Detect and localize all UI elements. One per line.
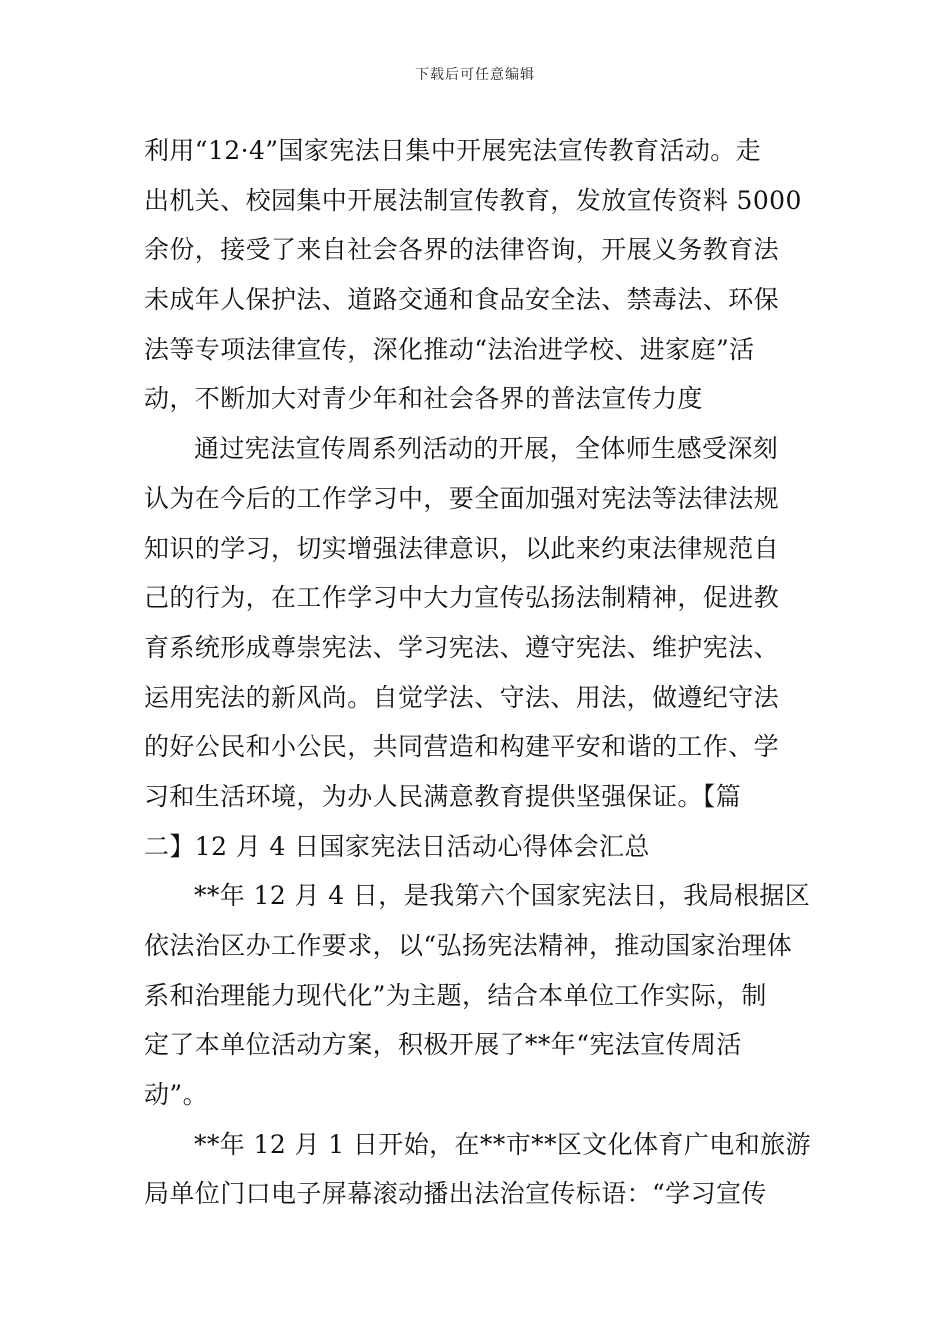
text-line: 己的行为，在工作学习中大力宣传弘扬法制精神，促进教 xyxy=(144,583,780,613)
text-line: 余份，接受了来自社会各界的法律咨询，开展义务教育法 xyxy=(144,235,780,265)
text-line: 法等专项法律宣传，深化推动“法治进学校、进家庭”活 xyxy=(144,334,755,364)
section-heading-line: 二】12 月 4 日国家宪法日活动心得体会汇总 xyxy=(144,831,650,861)
text-line: 的好公民和小公民，共同营造和构建平安和谐的工作、学 xyxy=(144,732,780,762)
text-line: 利用“12·4”国家宪法日集中开展宪法宣传教育活动。走 xyxy=(144,136,762,165)
text-line: 系和治理能力现代化”为主题，结合本单位工作实际，制 xyxy=(144,980,767,1010)
paragraph-1 xyxy=(144,126,808,424)
text-line: 定了本单位活动方案，积极开展了**年“宪法宣传周活 xyxy=(144,1030,742,1060)
text-line: 知识的学习，切实增强法律意识，以此来约束法律规范自 xyxy=(144,533,780,563)
document-body xyxy=(144,126,811,1219)
text-line: 动”。 xyxy=(144,1080,208,1110)
text-line: 习和生活环境，为办人民满意教育提供坚强保证。【篇 xyxy=(144,781,742,811)
text-line: **年 12 月 1 日开始，在**市**区文化体育广电和旅游 xyxy=(194,1129,811,1159)
text-line: 运用宪法的新风尚。自觉学法、守法、用法，做遵纪守法 xyxy=(144,682,780,712)
text-line: 通过宪法宣传周系列活动的开展，全体师生感受深刻 xyxy=(194,434,779,464)
text-line: **年 12 月 4 日，是我第六个国家宪法日，我局根据区 xyxy=(194,881,811,911)
text-line: 认为在今后的工作学习中，要全面加强对宪法等法律法规 xyxy=(144,483,780,513)
text-line: 动，不断加大对青少年和社会各界的普法宣传力度 xyxy=(144,384,703,414)
text-line: 出机关、校园集中开展法制宣传教育，发放宣传资料 5000 xyxy=(144,185,802,215)
text-line: 育系统形成尊崇宪法、学习宪法、遵守宪法、维护宪法、 xyxy=(144,632,780,662)
text-line: 局单位门口电子屏幕滚动播出法治宣传标语：“学习宣传 xyxy=(144,1179,767,1209)
paragraph-2 xyxy=(144,424,808,871)
paragraph-3 xyxy=(144,871,811,1119)
paragraph-4 xyxy=(144,1120,811,1219)
text-line: 未成年人保护法、道路交通和食品安全法、禁毒法、环保 xyxy=(144,285,780,315)
text-line: 依法治区办工作要求，以“弘扬宪法精神，推动国家治理体 xyxy=(144,931,793,960)
page-header: 下载后可任意编辑 xyxy=(415,67,535,83)
